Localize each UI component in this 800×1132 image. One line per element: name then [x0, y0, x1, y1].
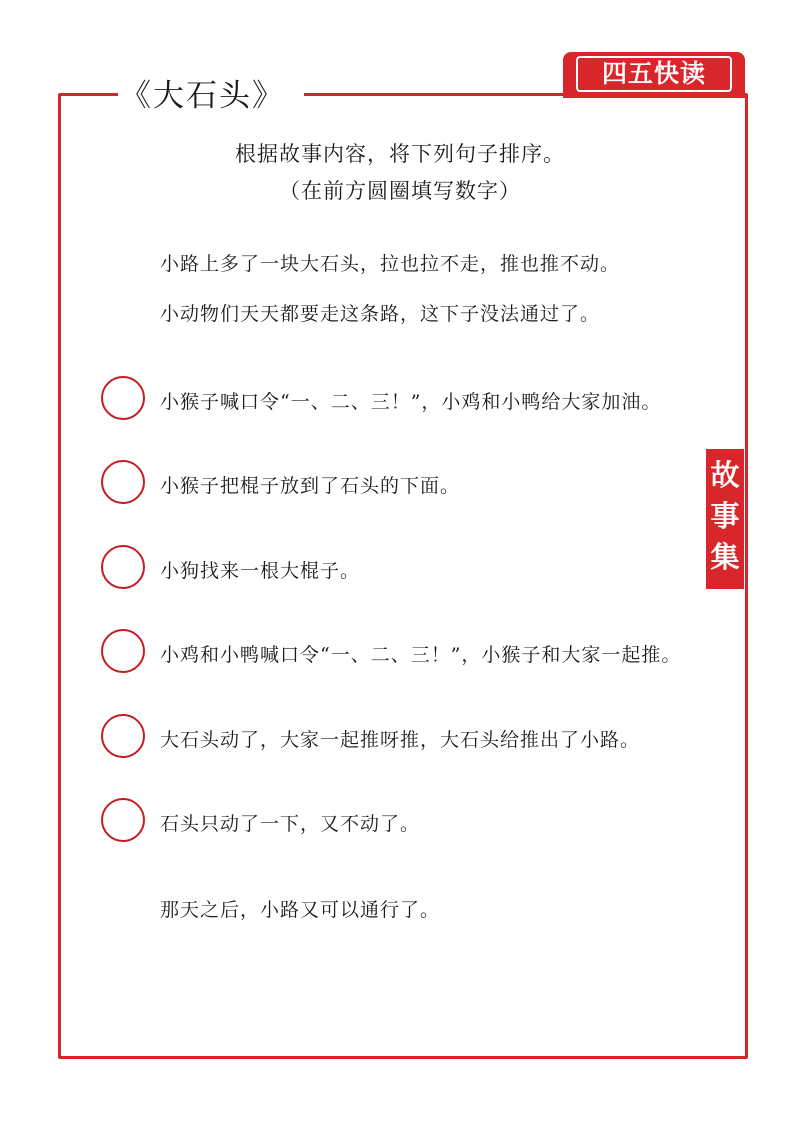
sentence-1: 小猴子喊口令“一、二、三！”，小鸡和小鸭给大家加油。 — [160, 391, 662, 413]
instruction-note: （在前方圆圈填写数字） — [279, 179, 521, 203]
story-ending: 那天之后，小路又可以通行了。 — [160, 899, 441, 921]
series-badge-label: 四五快读 — [576, 56, 732, 92]
sentence-2: 小猴子把棍子放到了石头的下面。 — [160, 475, 461, 497]
order-circle-5[interactable] — [101, 714, 145, 758]
sentence-3: 小狗找来一根大棍子。 — [160, 560, 361, 582]
sentence-4: 小鸡和小鸭喊口令“一、二、三！”，小猴子和大家一起推。 — [160, 644, 682, 666]
order-circle-2[interactable] — [101, 460, 145, 504]
order-circle-6[interactable] — [101, 798, 145, 842]
order-circle-1[interactable] — [101, 376, 145, 420]
story-title: 《大石头》 — [120, 78, 285, 114]
instruction-heading: 根据故事内容，将下列句子排序。 — [235, 142, 565, 166]
story-intro-line: 小动物们天天都要走这条路，这下子没法通过了。 — [160, 303, 601, 325]
sentence-5: 大石头动了，大家一起推呀推，大石头给推出了小路。 — [160, 729, 641, 751]
side-tab-char: 事 — [710, 499, 740, 533]
sentence-6: 石头只动了一下，又不动了。 — [160, 813, 421, 835]
order-circle-4[interactable] — [101, 629, 145, 673]
side-tab-char: 集 — [710, 540, 740, 574]
order-circle-3[interactable] — [101, 545, 145, 589]
side-tab-story-collection — [706, 449, 744, 589]
side-tab-char: 故 — [710, 458, 740, 492]
story-intro-line: 小路上多了一块大石头，拉也拉不走，推也推不动。 — [160, 253, 621, 275]
